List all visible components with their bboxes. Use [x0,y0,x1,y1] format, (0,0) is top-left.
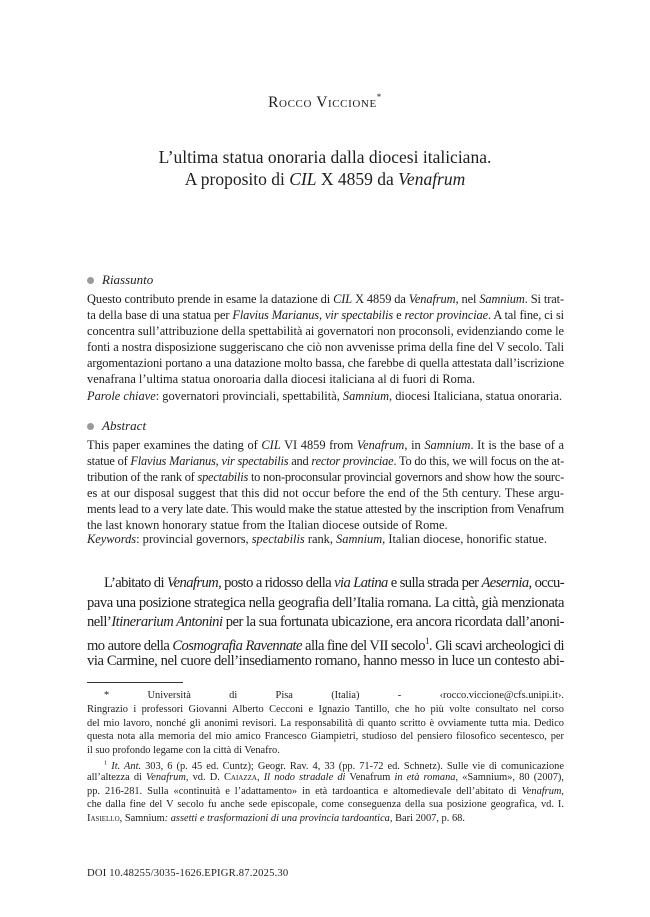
bullet-icon [87,423,94,430]
text-line: the last known honorary statue from the Italian diocese outside of Rome. [87,518,448,533]
riassunto-heading [87,272,153,288]
abstract-text [87,437,564,534]
text-line: pava una posizione strategica nella geografia dell’Italia romana. La città, già menzionata [87,594,564,611]
text-line: * Università di Pisa (Italia) - ‹rocco.viccione@cfs.unipi.it›. [104,690,564,701]
body-paragraph [87,574,564,672]
text-line: concentra sull’attribuzione della spettabilità ai governatori non proconsoli, evidenziando come le [87,324,564,339]
footnote-1 [87,757,564,826]
abstract-heading-label: Abstract [102,418,147,433]
text-line: del mio lavoro, nonché gli anonimi revisori. La responsabilità di quanto scritto è ovviamente tutta mia. Dedico [87,717,564,729]
riassunto-heading-label: Riassunto [102,272,154,287]
text-line: fonti a nostra disposizione suggeriscano che ciò non avvenisse prima della fine del V secolo. Tali [87,340,564,355]
text-line: argomentazioni portano a una datazione molto bassa, che farebbe di quella attestata dall’iscrizione [87,356,564,371]
text-line: $^1$ It. Ant. 303, 6 (p. 45 ed. Cuntz); Geogr. Rav. 4, 33 (pp. 71-72 ed. Schnetz). Sulle vie di comunicazione [104,760,564,773]
text-line: tribution of the rank of spectabilis to non-proconsular provincial governors and show how the sourc- [87,470,565,485]
text-line: via Carmine, nel cuore dell’insediamento romano, hanno messo in luce un contesto abi- [87,653,564,669]
title-line-2: A proposito di CIL X 4859 da Venafrum [184,169,466,189]
text-line: L’abitato di Venafrum, posto a ridosso della via Latina e sulla strada per Aesernia, occu- [104,575,565,591]
author-footnote-mark[interactable]: * [376,92,382,102]
text-line: mo autore della Cosmografia Ravennate alla fine del VII secolo$^1$. Gli scavi archeologici di [87,636,564,655]
text-line: Ringrazio i professori Giovanni Alberto Cecconi e Ignazio Tantillo, che ho più volte consultato nel corso [87,703,564,715]
text-line: questa nota alla memoria del mio amico Francesco Giampietri, studioso del pensiero filosofico secentesco, per [87,731,564,743]
author-name-text: Rocco Viccione [268,94,377,111]
text-line: che dalla fine del V secolo fu anche sede episcopale, come conseguenza della sua posizione geografica, vd. I. [87,799,564,811]
text-line: all’altezza di Venafrum, vd. D. Caiazza, Il nodo stradale di Venafrum in età romana, «Samnium», 80 (2007), [87,771,564,783]
text-line: statue of Flavius Marianus, vir spectabilis and rector provinciae. To do this, we will focus on the at- [87,454,565,469]
footnote-ref[interactable]: 1 [424,636,429,647]
text-line: nell’Itinerarium Antonini per la sua fortunata ubicazione, era ancora ricordata dall’anoni- [87,614,564,630]
article-title [60,146,590,190]
doi-identifier[interactable]: DOI 10.48255/3035-1626.EPIGR.87.2025.30 [87,868,289,879]
text-line: venafrana l’ultima statua onoroaria dalla diocesi italiciana al di fuori di Roma. [87,372,476,387]
text-line: es at our disposal suggest that this did not occur before the end of the 5th century. These argu- [87,486,564,501]
text-line: ments lead to a very late date. This would make the statue attested by the inscription from Venafrum [87,502,564,517]
text-line: il suo profondo legame con la città di Venafro. [87,745,280,757]
text-line: This paper examines the dating of CIL VI 4859 from Venafrum, in Samnium. It is the base of a [87,438,565,452]
footnote-author [87,689,564,758]
abstract-keywords [87,531,564,547]
abstract-heading [87,418,146,434]
bullet-icon [87,277,94,284]
text-line: Parole chiave: governatori provinciali, spettabilità, Samnium, diocesi Italiciana, statua onoraria. [87,389,563,403]
riassunto-text [87,291,564,388]
text-line: Questo contributo prende in esame la datazione di CIL X 4859 da Venafrum, nel Samnium. Si trat- [87,292,564,306]
text-line: Iasiello, Samnium: assetti e trasformazioni di una provincia tardoantica, Bari 2007, p. 68. [87,813,465,825]
riassunto-keywords [87,388,564,404]
text-line: ta della base di una statua per Flavius Marianus, vir spectabilis e rector provinciae. A tal fine, ci si [87,308,564,323]
text-line: pp. 216-281. Sulla «continuità e l’adattamento» in età tardoantica e altomedievale dell’abitato di Venafrum, [87,785,564,797]
footnote-separator [87,682,183,683]
author-name [0,94,650,112]
footnote-ref[interactable]: 1 [104,760,108,767]
text-line: Keywords: provincial governors, spectabilis rank, Samnium, Italian diocese, honorific statue. [87,532,547,546]
title-line-1: L’ultima statua onoraria dalla diocesi italiciana. [158,147,492,167]
